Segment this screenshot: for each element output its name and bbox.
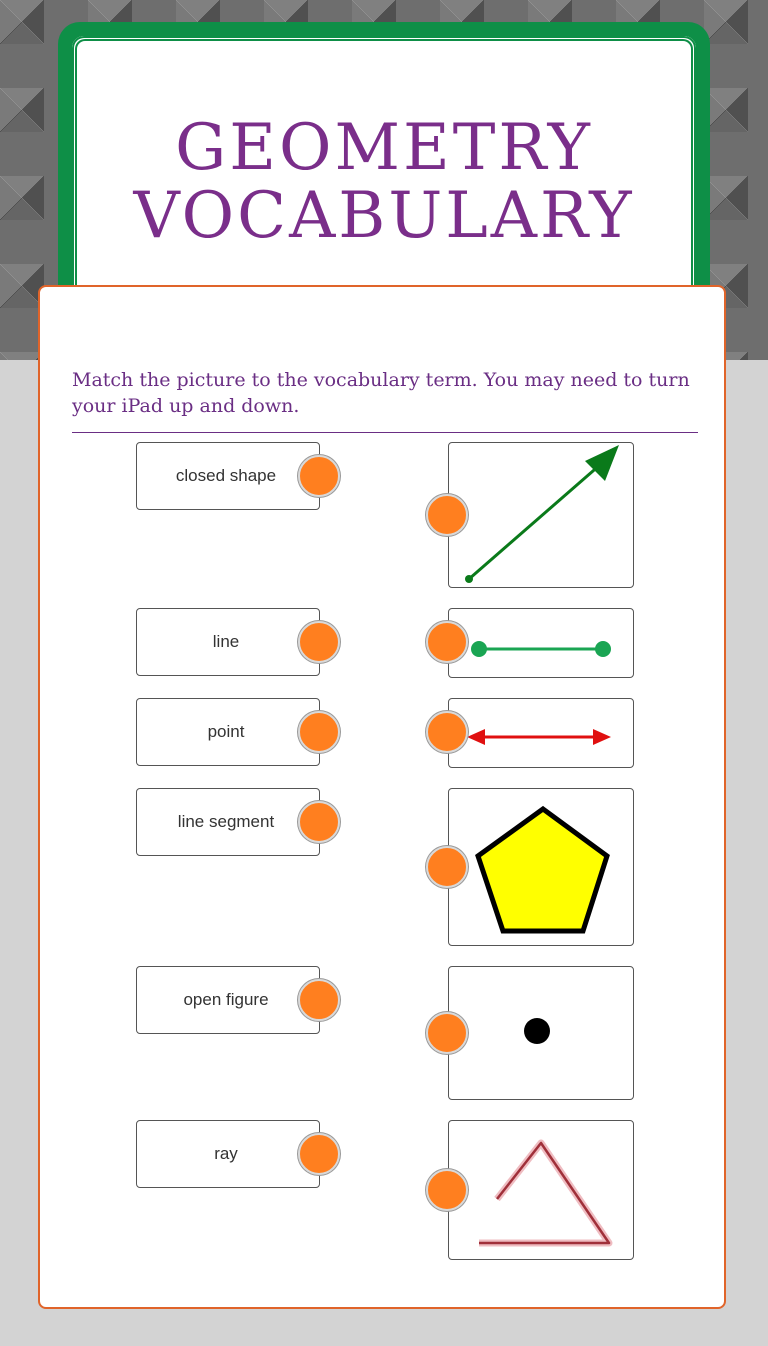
open-triangle-icon [449, 1121, 634, 1260]
picture-connector-dot[interactable] [426, 621, 468, 663]
picture-card-3[interactable] [448, 698, 634, 768]
term-card-point[interactable] [136, 698, 320, 766]
line-icon [449, 699, 634, 768]
term-label: closed shape [175, 466, 277, 485]
picture-connector-dot[interactable] [426, 1012, 468, 1054]
picture-card-4[interactable] [448, 788, 634, 946]
ray-icon [449, 443, 634, 588]
term-label: point [207, 722, 245, 741]
term-connector-dot[interactable] [298, 979, 340, 1021]
divider [72, 432, 698, 433]
picture-card-1[interactable] [448, 442, 634, 588]
picture-card-2[interactable] [448, 608, 634, 678]
picture-connector-dot[interactable] [426, 1169, 468, 1211]
term-card-line-segment[interactable] [136, 788, 320, 856]
matching-activity-card [38, 285, 726, 1309]
term-label: ray [214, 1144, 238, 1163]
term-card-ray[interactable] [136, 1120, 320, 1188]
term-card-closed-shape[interactable] [136, 442, 320, 510]
picture-connector-dot[interactable] [426, 846, 468, 888]
term-card-line[interactable] [136, 608, 320, 676]
point-icon [449, 967, 634, 1100]
instructions-text: Match the picture to the vocabulary term. You may need to turn your iPad up and down. [72, 369, 690, 417]
picture-card-5[interactable] [448, 966, 634, 1100]
page-title-line-1: GEOMETRY [175, 111, 593, 185]
term-connector-dot[interactable] [298, 711, 340, 753]
line-segment-icon [449, 609, 634, 678]
term-label: line [212, 632, 240, 651]
term-card-open-figure[interactable] [136, 966, 320, 1034]
picture-card-6[interactable] [448, 1120, 634, 1260]
term-label: open figure [183, 990, 269, 1009]
pentagon-icon [449, 789, 634, 946]
term-connector-dot[interactable] [298, 801, 340, 843]
term-connector-dot[interactable] [298, 1133, 340, 1175]
term-connector-dot[interactable] [298, 455, 340, 497]
page-title [72, 111, 696, 253]
title-card-inner [72, 36, 696, 322]
page-title-line-2: VOCABULARY [133, 179, 635, 253]
picture-connector-dot[interactable] [426, 494, 468, 536]
title-card [58, 22, 710, 322]
term-connector-dot[interactable] [298, 621, 340, 663]
picture-connector-dot[interactable] [426, 711, 468, 753]
term-label: line segment [177, 812, 275, 831]
